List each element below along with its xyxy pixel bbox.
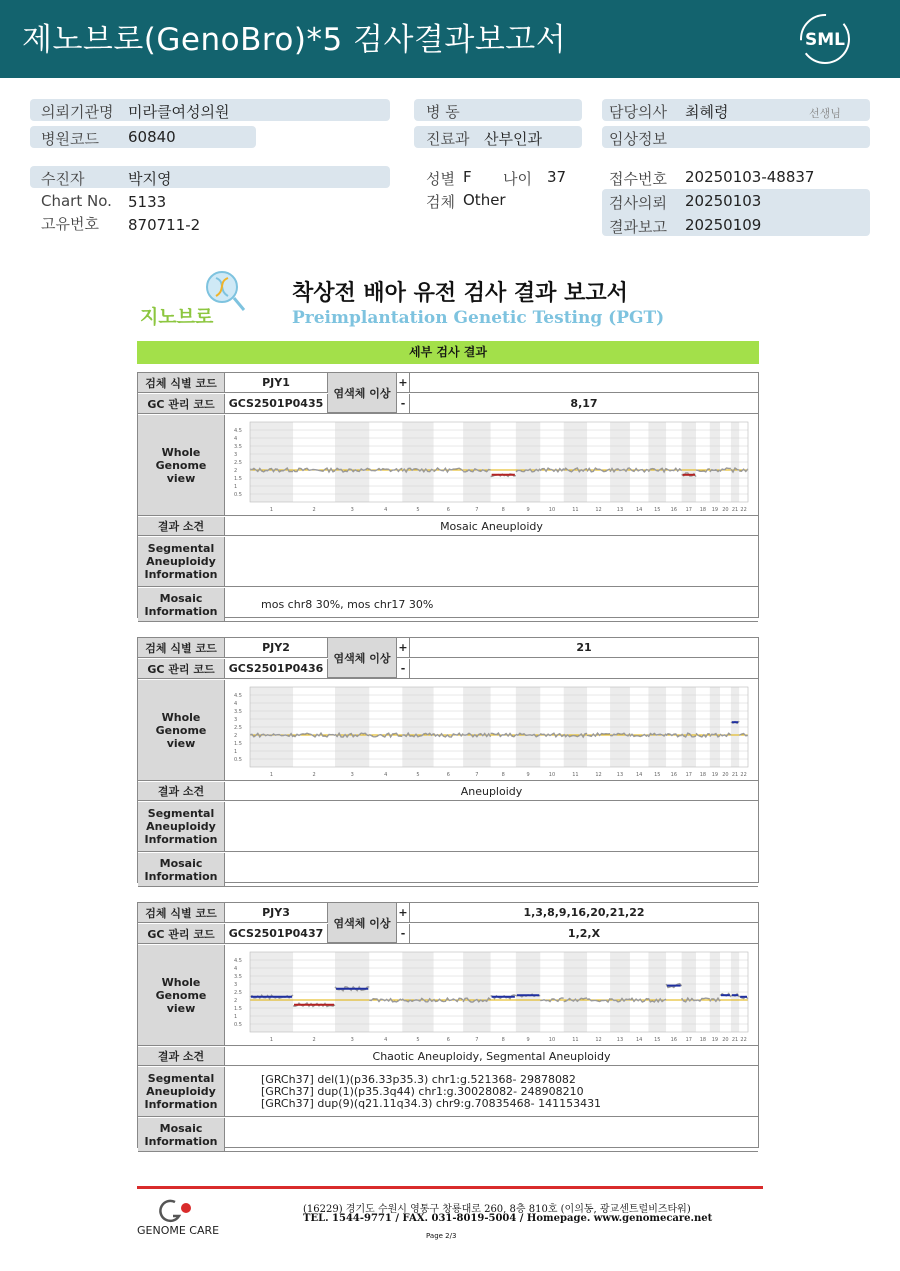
hospital-code-label: 병원코드	[41, 130, 99, 148]
chromosome-tick-label: 2	[311, 506, 316, 513]
receipt-label: 접수번호	[609, 170, 667, 188]
y-tick-label: 0.5	[233, 491, 242, 498]
chromosome-tick-label: 14	[635, 1036, 642, 1043]
chromosome-tick-label: 19	[711, 771, 718, 778]
chromosome-tick-label: 18	[699, 1036, 706, 1043]
unique-id-value: 870711-2	[128, 216, 201, 234]
gc-code-label: GC 관리 코드	[138, 659, 225, 678]
genome-plot	[232, 681, 752, 780]
genome-care-logo	[135, 1196, 231, 1238]
mosaic-value	[225, 853, 758, 886]
chromosome-tick-label: 6	[446, 506, 450, 513]
genome-plot-cell	[225, 945, 758, 1045]
chromosome-tick-label: 1	[269, 1036, 273, 1043]
gain-sign: +	[397, 638, 410, 657]
segmental-aneuploidy-row	[138, 537, 758, 587]
chromosome-tick-label: 10	[548, 1036, 555, 1043]
mosaic-information-label: Mosaic Information	[138, 853, 225, 886]
y-tick-label: 4	[233, 965, 237, 972]
genome-plot-cell	[225, 415, 758, 515]
loss-sign: -	[397, 659, 410, 678]
gc-code-row	[138, 394, 758, 414]
segmental-line: [GRCh37] del(1)(p36.33p35.3) chr1:g.521368- 29878082	[261, 1072, 576, 1086]
y-tick-label: 2	[233, 732, 237, 739]
report-title: 제노브로(GenoBro)*5 검사결과보고서	[22, 22, 567, 58]
chromosome-tick-label: 10	[548, 506, 555, 513]
sample-id-value: PJY3	[225, 903, 328, 922]
chromosome-tick-label: 2	[311, 1036, 316, 1043]
chromosome-tick-label: 13	[616, 1036, 623, 1043]
y-tick-label: 1	[233, 1013, 237, 1020]
chromosome-tick-label: 3	[350, 1036, 354, 1043]
chromosome-tick-label: 15	[653, 506, 660, 513]
chromosome-tick-label: 16	[670, 1036, 677, 1043]
age-label: 나이	[503, 170, 532, 188]
section-title: 세부 검사 결과	[137, 341, 759, 364]
result-finding-row	[138, 517, 758, 536]
copy-number-trace	[696, 733, 710, 737]
specimen-value: Other	[463, 191, 506, 209]
report-title-korean: 착상전 배아 유전 검사 결과 보고서	[292, 281, 628, 306]
y-tick-label: 3.5	[233, 708, 242, 715]
specimen-label: 검체	[426, 193, 455, 211]
genobro-logo-text: 지노브로	[140, 306, 214, 328]
chromosome-tick-label: 13	[616, 506, 623, 513]
report-date-value: 20250109	[685, 216, 762, 234]
gc-code-row	[138, 924, 758, 944]
gain-sign: +	[397, 903, 410, 922]
gain-chromosomes	[410, 373, 758, 392]
y-tick-label: 1.5	[233, 1005, 242, 1012]
chromosome-tick-label: 7	[474, 771, 478, 778]
report-header-bar	[0, 0, 900, 78]
gain-chromosomes: 1,3,8,9,16,20,21,22	[523, 906, 645, 919]
y-tick-label: 4	[233, 700, 237, 707]
request-date-label: 검사의뢰	[609, 194, 667, 212]
sample-table	[137, 902, 759, 1148]
copy-number-trace	[629, 468, 648, 471]
chromosome-tick-label: 9	[525, 1036, 530, 1043]
chromosome-tick-label: 1	[269, 506, 273, 513]
ward-label: 병 동	[426, 103, 460, 121]
gain-chromosomes: 21	[576, 641, 592, 654]
gc-code-row	[138, 659, 758, 679]
chromosome-tick-label: 18	[699, 506, 706, 513]
chromosome-tick-label: 18	[699, 771, 706, 778]
whole-genome-row	[138, 680, 758, 781]
chromosome-tick-label: 8	[501, 1036, 505, 1043]
genome-plot	[232, 416, 752, 515]
sml-logo-text: SML	[805, 30, 845, 50]
age-value: 37	[547, 168, 567, 186]
genome-care-text: GENOME CARE	[137, 1224, 220, 1237]
segmental-line: [GRCh37] dup(1)(p35.3q44) chr1:g.30028082- 248908210	[261, 1084, 584, 1098]
department-value: 산부인과	[484, 130, 542, 148]
patient-name-value: 박지영	[128, 170, 172, 188]
chromosome-tick-label: 16	[670, 506, 677, 513]
gc-code-value: GCS2501P0435	[225, 394, 328, 413]
copy-number-trace	[433, 998, 463, 1002]
chromosome-tick-label: 7	[474, 506, 478, 513]
chromosome-tick-label: 12	[594, 1036, 602, 1043]
sample-id-row	[138, 903, 758, 930]
sample-id-row	[138, 373, 758, 400]
chromosome-tick-label: 4	[383, 506, 387, 513]
sample-id-row	[138, 638, 758, 665]
chromosome-tick-label: 16	[670, 771, 677, 778]
chromosome-tick-label: 6	[446, 771, 450, 778]
y-tick-label: 1	[233, 483, 237, 490]
loss-sign: -	[397, 394, 410, 413]
segmental-aneuploidy-label: Segmental Aneuploidy Information	[138, 537, 225, 586]
whole-genome-label: Whole Genome view	[138, 945, 225, 1045]
mosaic-information-label: Mosaic Information	[138, 1118, 225, 1151]
segmental-aneuploidy-row	[138, 802, 758, 852]
footer-divider	[137, 1186, 763, 1189]
y-tick-label: 2	[233, 997, 237, 1004]
chrom-abn-label: 염색체 이상	[328, 903, 397, 943]
y-tick-label: 2.5	[233, 724, 242, 731]
segmental-value	[225, 802, 758, 851]
chromosome-tick-label: 17	[685, 1036, 692, 1043]
finding-value: Chaotic Aneuploidy, Segmental Aneuploidy	[372, 1049, 611, 1063]
institution-value: 미라클여성의원	[128, 103, 230, 121]
chromosome-tick-label: 11	[571, 771, 579, 778]
y-tick-label: 4.5	[233, 957, 242, 964]
sample-id-value: PJY1	[225, 373, 328, 392]
chromosome-tick-label: 22	[739, 1036, 747, 1043]
chromosome-tick-label: 3	[350, 506, 354, 513]
patient-name-label: 수진자	[41, 170, 85, 188]
institution-label: 의뢰기관명	[41, 103, 114, 121]
finding-value: Aneuploidy	[460, 784, 523, 798]
y-tick-label: 0.5	[233, 1021, 242, 1028]
chromosome-tick-label: 13	[616, 771, 623, 778]
y-tick-label: 3.5	[233, 973, 242, 980]
chromosome-tick-label: 1	[269, 771, 273, 778]
y-tick-label: 3	[233, 451, 237, 458]
chromosome-tick-label: 9	[525, 506, 530, 513]
chromosome-tick-label: 21	[731, 771, 738, 778]
page-number: Page 2/3	[426, 1232, 457, 1240]
mosaic-information-row	[138, 1118, 758, 1152]
loss-chromosomes: 8,17	[570, 397, 598, 410]
sample-table	[137, 372, 759, 618]
genome-plot	[232, 946, 752, 1045]
y-tick-label: 3	[233, 716, 237, 723]
hospital-code-value: 60840	[128, 128, 176, 146]
chromosome-tick-label: 21	[731, 1036, 738, 1043]
chromosome-tick-label: 15	[653, 771, 660, 778]
result-finding-label: 결과 소견	[138, 782, 225, 800]
y-tick-label: 2.5	[233, 459, 242, 466]
chromosome-tick-label: 5	[415, 771, 420, 778]
chromosome-tick-label: 11	[571, 506, 579, 513]
report-date-label: 결과보고	[609, 218, 667, 236]
clinical-info-label: 임상정보	[609, 130, 667, 148]
y-tick-label: 1.5	[233, 475, 242, 482]
y-tick-label: 4.5	[233, 427, 242, 434]
department-label: 진료과	[426, 130, 470, 148]
result-finding-row	[138, 1047, 758, 1066]
chrom-abn-label: 염색체 이상	[328, 638, 397, 678]
whole-genome-label: Whole Genome view	[138, 680, 225, 780]
chromosome-tick-label: 22	[739, 771, 747, 778]
footer-contact: TEL. 1544-9771 / FAX. 031-8019-5004 / Homepage. www.genomecare.net	[303, 1213, 713, 1224]
result-finding-label: 결과 소견	[138, 1047, 225, 1065]
footer-address: (16229) 경기도 수원시 영통구 창룡대로 260, 8층 810호 (이의동, 광교센트럴비즈타워)	[303, 1204, 691, 1215]
chromosome-tick-label: 7	[474, 1036, 478, 1043]
sample-id-label: 검체 식별 코드	[138, 373, 225, 392]
whole-genome-label: Whole Genome view	[138, 415, 225, 515]
chromosome-tick-label: 20	[721, 506, 729, 513]
chromosome-tick-label: 14	[635, 771, 642, 778]
y-tick-label: 3.5	[233, 443, 242, 450]
chromosome-tick-label: 20	[721, 1036, 729, 1043]
chrom-abn-label: 염색체 이상	[328, 373, 397, 413]
chart-no-label: Chart No.	[41, 192, 112, 210]
y-tick-label: 4.5	[233, 692, 242, 699]
y-tick-label: 4	[233, 435, 237, 442]
receipt-value: 20250103-48837	[685, 168, 815, 186]
sex-value: F	[463, 168, 472, 186]
mosaic-value: mos chr8 30%, mos chr17 30%	[261, 598, 434, 611]
chromosome-tick-label: 22	[739, 506, 747, 513]
chromosome-tick-label: 5	[415, 1036, 420, 1043]
whole-genome-row	[138, 945, 758, 1046]
segmental-aneuploidy-row	[138, 1067, 758, 1117]
y-tick-label: 3	[233, 981, 237, 988]
sample-id-label: 검체 식별 코드	[138, 903, 225, 922]
loss-chromosomes: 1,2,X	[567, 927, 601, 940]
segmental-line: [GRCh37] dup(9)(q21.11q34.3) chr9:g.70835468- 141153431	[261, 1096, 602, 1110]
y-tick-label: 2	[233, 467, 237, 474]
chromosome-tick-label: 5	[415, 506, 420, 513]
chromosome-tick-label: 10	[548, 771, 555, 778]
chromosome-tick-label: 4	[383, 1036, 387, 1043]
chart-no-value: 5133	[128, 193, 167, 211]
mosaic-information-row	[138, 588, 758, 622]
gain-sign: +	[397, 373, 410, 392]
genome-plot-cell	[225, 680, 758, 780]
chromosome-tick-label: 12	[594, 771, 602, 778]
chromosome-tick-label: 8	[501, 771, 505, 778]
sml-logo	[796, 12, 854, 66]
y-tick-label: 2.5	[233, 989, 242, 996]
chromosome-tick-label: 20	[721, 771, 729, 778]
gc-code-label: GC 관리 코드	[138, 394, 225, 413]
loss-sign: -	[397, 924, 410, 943]
doctor-label: 담당의사	[609, 103, 667, 121]
y-tick-label: 0.5	[233, 756, 242, 763]
chromosome-tick-label: 15	[653, 1036, 660, 1043]
doctor-suffix: 선생님	[809, 107, 841, 120]
segmental-aneuploidy-label: Segmental Aneuploidy Information	[138, 1067, 225, 1116]
copy-number-trace	[629, 998, 648, 1002]
chromosome-tick-label: 14	[635, 506, 642, 513]
finding-value: Mosaic Aneuploidy	[440, 519, 543, 533]
sample-table	[137, 637, 759, 883]
mosaic-information-row	[138, 853, 758, 887]
sex-label: 성별	[426, 170, 455, 188]
segmental-value	[225, 537, 758, 586]
result-finding-label: 결과 소견	[138, 517, 225, 535]
chromosome-tick-label: 8	[501, 506, 505, 513]
chromosome-tick-label: 6	[446, 1036, 450, 1043]
chromosome-tick-label: 11	[571, 1036, 579, 1043]
y-tick-label: 1	[233, 748, 237, 755]
sample-id-label: 검체 식별 코드	[138, 638, 225, 657]
chromosome-tick-label: 17	[685, 771, 692, 778]
loss-chromosomes	[410, 659, 758, 678]
y-tick-label: 1.5	[233, 740, 242, 747]
whole-genome-row	[138, 415, 758, 516]
doctor-value: 최혜령	[685, 103, 729, 121]
copy-number-trace	[666, 468, 682, 471]
report-title-english: Preimplantation Genetic Testing (PGT)	[292, 308, 665, 328]
segmental-value	[225, 1067, 758, 1116]
chromosome-tick-label: 12	[594, 506, 602, 513]
segmental-list	[261, 1074, 601, 1110]
chromosome-tick-label: 17	[685, 506, 692, 513]
mosaic-value	[225, 1118, 758, 1151]
gc-code-label: GC 관리 코드	[138, 924, 225, 943]
chromosome-tick-label: 19	[711, 1036, 718, 1043]
chromosome-tick-label: 2	[311, 771, 316, 778]
chromosome-tick-label: 4	[383, 771, 387, 778]
result-finding-row	[138, 782, 758, 801]
gc-code-value: GCS2501P0436	[225, 659, 328, 678]
sample-id-value: PJY2	[225, 638, 328, 657]
unique-id-label: 고유번호	[41, 215, 99, 233]
segmental-aneuploidy-label: Segmental Aneuploidy Information	[138, 802, 225, 851]
chromosome-tick-label: 21	[731, 506, 738, 513]
mosaic-information-label: Mosaic Information	[138, 588, 225, 621]
request-date-value: 20250103	[685, 192, 762, 210]
chromosome-tick-label: 19	[711, 506, 718, 513]
genobro-logo	[140, 268, 252, 330]
gc-code-value: GCS2501P0437	[225, 924, 328, 943]
chromosome-tick-label: 3	[350, 771, 354, 778]
chromosome-tick-label: 9	[525, 771, 530, 778]
